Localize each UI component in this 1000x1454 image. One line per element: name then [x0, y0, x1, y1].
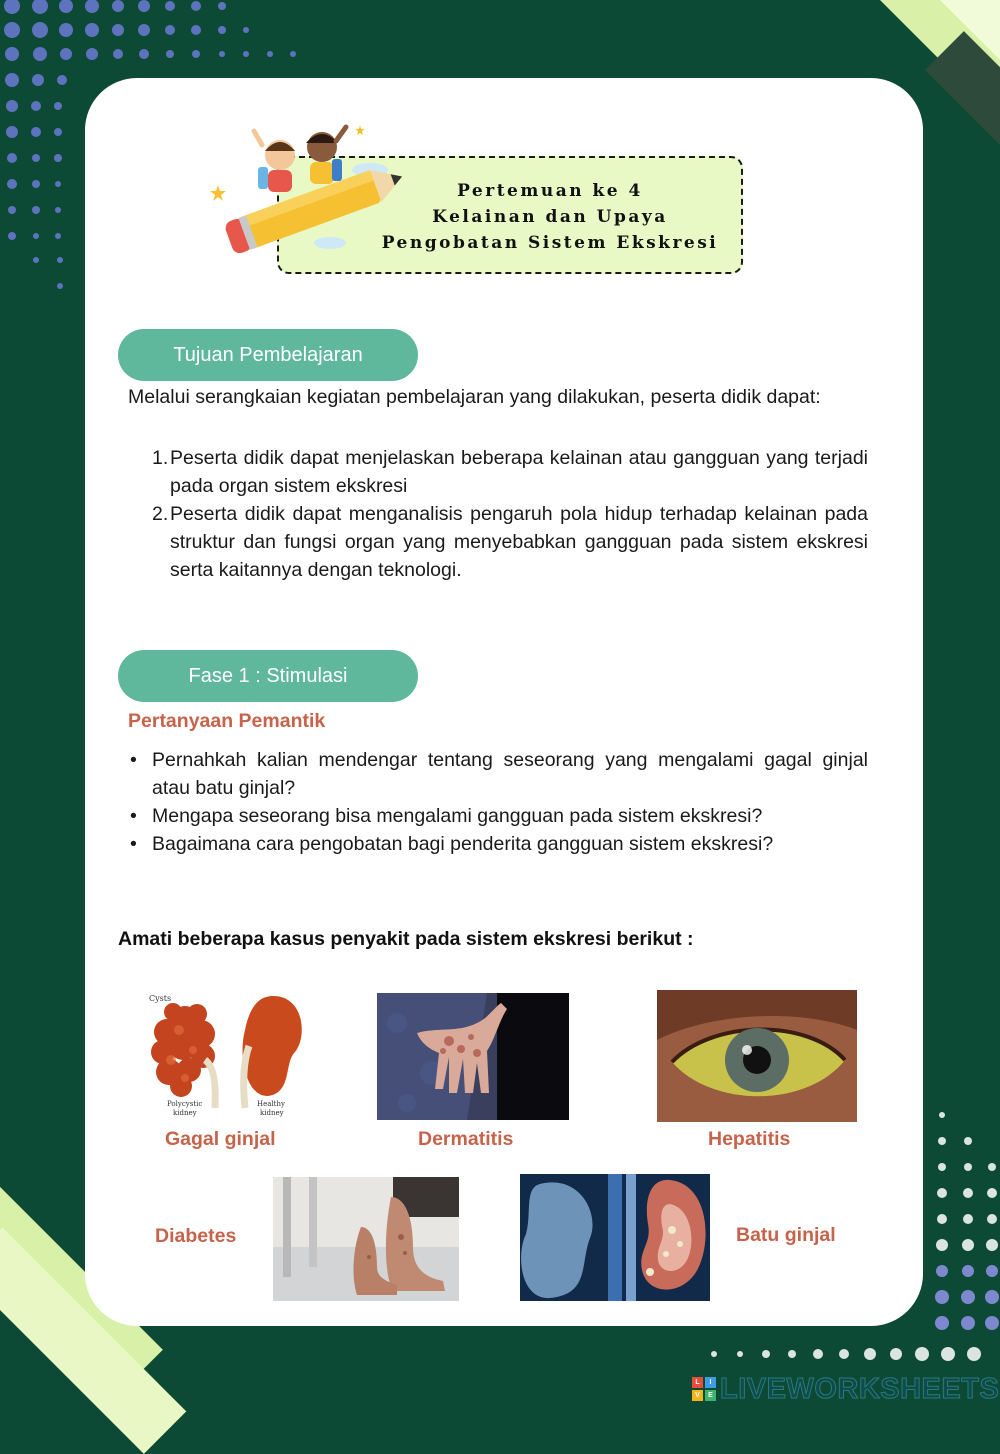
caption-hepatitis: Hepatitis — [708, 1128, 791, 1150]
fase-section-label: Fase 1 : Stimulasi — [118, 650, 418, 702]
label-polycystic-kidney: kidney — [173, 1109, 197, 1117]
tujuan-item-1-number: 1. — [152, 447, 169, 469]
tujuan-intro: Melalui serangkaian kegiatan pembelajaran yang dilakukan, peserta didik dapat: — [128, 386, 821, 408]
label-polycystic: Polycystic — [167, 1100, 203, 1108]
label-healthy-kidney: kidney — [260, 1109, 284, 1117]
question-item-1 — [130, 746, 868, 802]
observation-instruction: Amati beberapa kasus penyakit pada sistem ekskresi berikut : — [118, 928, 694, 950]
caption-gagal-ginjal: Gagal ginjal — [165, 1128, 276, 1150]
logo-text: LIVEWORKSHEETS — [720, 1372, 1000, 1405]
logo-tile-e: E — [705, 1390, 716, 1401]
caption-dermatitis: Dermatitis — [418, 1128, 514, 1150]
logo-tiles-icon — [692, 1377, 716, 1401]
pertanyaan-pemantik-heading: Pertanyaan Pemantik — [128, 710, 326, 732]
title-line-1: Pertemuan ke 4 — [457, 181, 643, 201]
label-healthy: Healthy — [257, 1100, 285, 1108]
caption-diabetes: Diabetes — [155, 1225, 237, 1247]
title-line-3: Pengobatan Sistem Ekskresi — [381, 233, 719, 253]
question-item-2 — [130, 802, 868, 830]
liveworksheets-logo[interactable] — [692, 1374, 999, 1404]
question-item-3-text: Bagaimana cara pengobatan bagi penderita gangguan sistem ekskresi? — [152, 833, 774, 855]
question-item-3 — [130, 830, 868, 858]
kidney-stone-image — [520, 1174, 710, 1301]
bullet-icon: • — [130, 749, 137, 771]
hepatitis-eye-image — [657, 990, 857, 1122]
logo-tile-l: L — [692, 1377, 703, 1388]
bullet-icon: • — [130, 805, 137, 827]
tujuan-item-1-text: Peserta didik dapat menjelaskan beberapa kelainan atau gangguan yang terjadi pada organ sistem ekskresi — [170, 447, 868, 497]
question-item-2-text: Mengapa seseorang bisa mengalami gangguan pada sistem ekskresi? — [152, 805, 763, 827]
question-item-1-text: Pernahkah kalian mendengar tentang seseorang yang mengalami gagal ginjal atau batu ginjal? — [152, 749, 868, 799]
label-cysts: Cysts — [149, 994, 172, 1003]
tujuan-section-label: Tujuan Pembelajaran — [118, 329, 418, 381]
logo-tile-i: I — [705, 1377, 716, 1388]
tujuan-item-2-number: 2. — [152, 503, 169, 525]
decor-stripe-top-right-dark — [925, 31, 1000, 240]
title-line-2: Kelainan dan Upaya — [432, 207, 668, 227]
page-title — [355, 178, 745, 256]
bullet-icon: • — [130, 833, 137, 855]
tujuan-list — [152, 444, 868, 584]
caption-batu-ginjal: Batu ginjal — [736, 1224, 836, 1246]
kidney-comparison-image — [145, 990, 315, 1120]
tujuan-item-2 — [152, 500, 868, 584]
decor-dots-bottom-row — [700, 1345, 1000, 1365]
question-list — [130, 746, 868, 858]
tujuan-item-2-text: Peserta didik dapat menganalisis pengaruh pola hidup terhadap kelainan pada struktur dan fungsi organ yang menyebabkan gangguan pada sistem ekskresi serta kaitannya dengan teknologi. — [170, 503, 868, 581]
dermatitis-image — [377, 993, 569, 1120]
logo-tile-v: V — [692, 1390, 703, 1401]
diabetes-feet-image — [273, 1177, 459, 1301]
tujuan-item-1 — [152, 444, 868, 500]
